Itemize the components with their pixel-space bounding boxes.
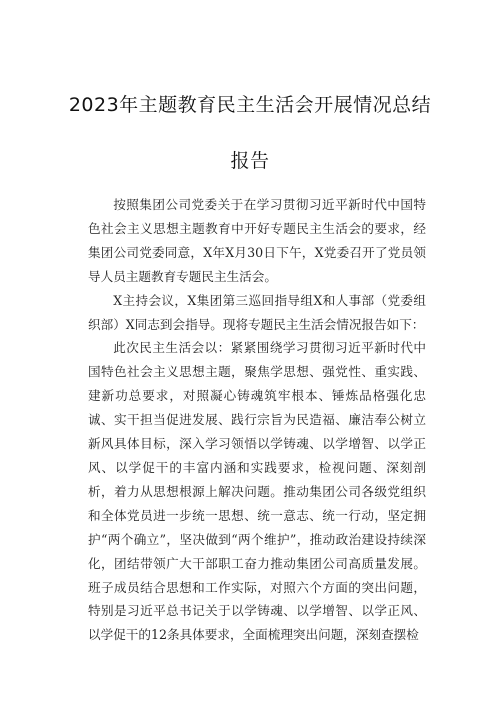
document-title-line-2: 报告	[230, 150, 270, 172]
paragraph-intro: 按照集团公司党委关于在学习贯彻习近平新时代中国特色社会主义思想主题教育中开好专题民主生活会的要求，经集团公司党委同意，X年X月30日下午，X党委召开了党员领导人员主题教育专题民主生活会。	[88, 197, 426, 284]
paragraph-meeting-host: X主持会议，X集团第三巡回指导组X和人事部（党委组织部）X同志到会指导。现将专题民主生活会情况报告如下：	[88, 292, 426, 332]
document-title-line-1: 2023年主题教育民主生活会开展情况总结	[68, 94, 432, 116]
document-body	[88, 193, 426, 647]
paragraph-meeting-content: 此次民主生活会以：紧紧围绕学习贯彻习近平新时代中国特色社会主义思想主题，聚焦学思想、强党性、重实践、建新功总要求，对照凝心铸魂筑牢根本、锤炼品格强化忠诚、实干担当促进发展、践行宗旨为民造福、廉洁奉公树立新风具体目标，深入学习领悟以学铸魂、以学增智、以学正风、以学促干的丰富内涵和实践要求，检视问题、深刻剖析，着力从思想根源上解决问题。推动集团公司各级党组织和全体党员进一步统一思想、统一意志、统一行动，坚定拥护“两个确立”，坚决做到“两个维护”，推动政治建设持续深化，团结带领广大干部职工奋力推动集团公司高质量发展。班子成员结合思想和工作实际，对照六个方面的突出问题，特别是习近平总书记关于以学铸魂、以学增智、以学正风、以学促干的12条具体要求，全面梳理突出问题，深刻查摆检	[88, 340, 426, 643]
